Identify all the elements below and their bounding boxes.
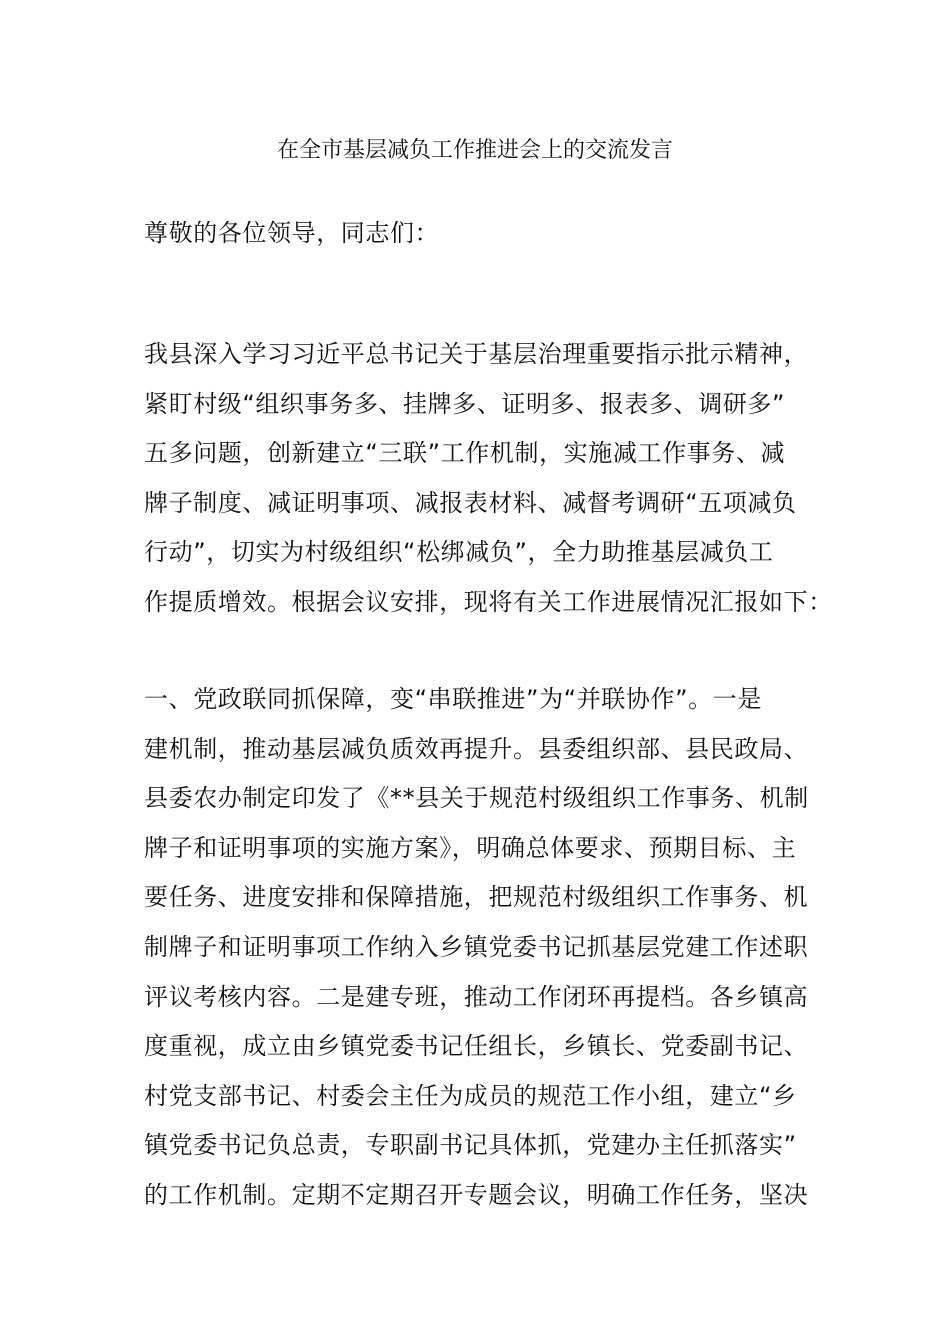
intro-line: 我县深入学习习近平总书记关于基层治理重要指示批示精神， xyxy=(144,340,809,368)
section-one-line: 度重视，成立由乡镇党委书记任组长，乡镇长、党委副书记、 xyxy=(144,1032,809,1061)
intro-line: 紧盯村级“组织事务多、挂牌多、证明多、报表多、调研多” xyxy=(144,389,786,418)
section-one-line: 县委农办制定印发了《**县关于规范村级组织工作事务、机制 xyxy=(144,784,809,813)
section-one-line: 建机制，推动基层减负质效再提升。县委组织部、县民政局、 xyxy=(144,734,809,763)
greeting-paragraph xyxy=(144,209,810,259)
section-one-line: 村党支部书记、村委会主任为成员的规范工作小组，建立“乡 xyxy=(144,1081,797,1110)
section-one-paragraph xyxy=(144,675,810,1221)
intro-paragraph xyxy=(144,330,833,628)
section-one-line: 评议考核内容。二是建专班，推动工作闭环再提档。各乡镇高 xyxy=(144,982,809,1011)
intro-line: 作提质增效。根据会议安排，现将有关工作进展情况汇报如下： xyxy=(144,587,833,616)
greeting-line: 尊敬的各位领导，同志们： xyxy=(144,219,440,247)
section-one-line: 一、党政联同抓保障，变“串联推进”为“并联协作”。一是 xyxy=(144,685,762,713)
section-one-line: 镇党委书记负总责，专职副书记具体抓，党建办主任抓落实” xyxy=(144,1131,797,1160)
intro-line: 五多问题，创新建立“三联”工作机制，实施减工作事务、减 xyxy=(144,439,786,468)
section-one-line: 制牌子和证明事项工作纳入乡镇党委书记抓基层党建工作述职 xyxy=(144,932,809,961)
document-title: 在全市基层减负工作推进会上的交流发言 xyxy=(276,138,673,163)
section-one-line: 要任务、进度安排和保障措施，把规范村级组织工作事务、机 xyxy=(144,883,809,912)
section-one-line: 牌子和证明事项的实施方案》，明确总体要求、预期目标、主 xyxy=(144,833,797,862)
section-one-line: 的工作机制。定期不定期召开专题会议，明确工作任务，坚决 xyxy=(144,1180,809,1209)
intro-line: 牌子制度、减证明事项、减报表材料、减督考调研“五项减负 xyxy=(144,488,797,517)
intro-line: 行动”，切实为村级组织“松绑减负”，全力助推基层减负工 xyxy=(144,538,774,567)
